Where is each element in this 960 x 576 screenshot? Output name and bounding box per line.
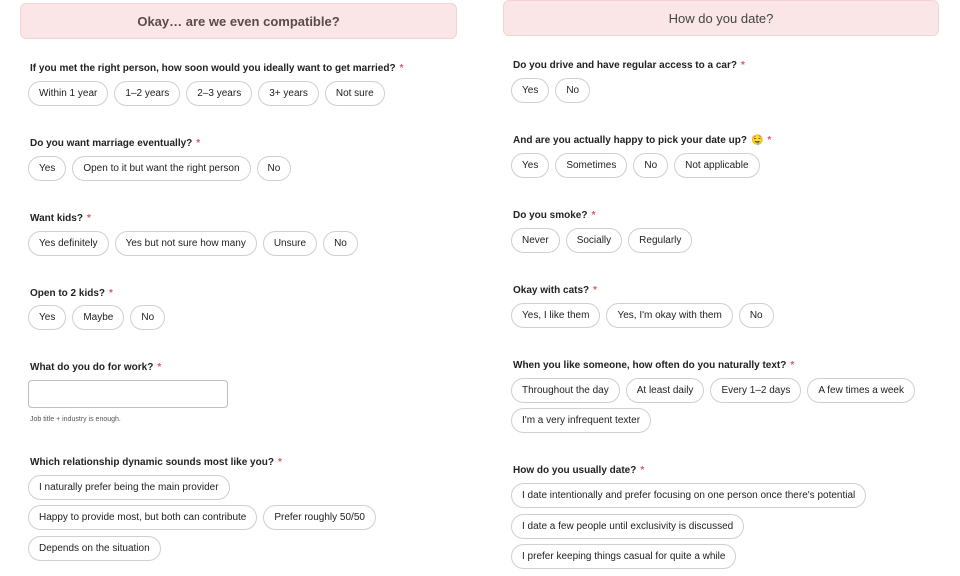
question-dating-style <box>513 465 644 476</box>
option-yes[interactable]: Yes <box>28 156 66 181</box>
required-marker: * <box>86 213 91 224</box>
required-marker: * <box>277 457 282 468</box>
option-1-2-years[interactable]: 1–2 years <box>114 81 180 106</box>
option-no[interactable]: No <box>633 153 668 178</box>
option-sometimes[interactable]: Sometimes <box>555 153 627 178</box>
option-throughout-the-day[interactable]: Throughout the day <box>511 378 620 403</box>
options-dating-style-row2 <box>511 514 750 539</box>
required-marker: * <box>740 60 745 71</box>
option-no[interactable]: No <box>130 305 165 330</box>
options-smoke <box>511 228 698 253</box>
required-marker: * <box>790 360 795 371</box>
option-no[interactable]: No <box>555 78 590 103</box>
required-marker: * <box>640 465 645 476</box>
option-3-plus-years[interactable]: 3+ years <box>258 81 319 106</box>
question-work <box>30 362 161 373</box>
question-label: Open to 2 kids? <box>30 288 106 299</box>
option-never[interactable]: Never <box>511 228 560 253</box>
options-marriage-timeline <box>28 81 391 106</box>
option-keep-casual[interactable]: I prefer keeping things casual for quite a while <box>511 544 736 569</box>
options-open-to-2-kids <box>28 305 171 330</box>
question-marriage-timeline <box>30 63 404 74</box>
work-input[interactable] <box>28 380 228 408</box>
question-label: And are you actually happy to pick your date up? <box>513 135 747 146</box>
option-yes-not-sure-how-many[interactable]: Yes but not sure how many <box>115 231 257 256</box>
option-date-a-few-people[interactable]: I date a few people until exclusivity is discussed <box>511 514 744 539</box>
question-relationship-dynamic <box>30 457 282 468</box>
option-yes[interactable]: Yes <box>28 305 66 330</box>
option-few-times-a-week[interactable]: A few times a week <box>807 378 915 403</box>
option-main-provider[interactable]: I naturally prefer being the main provider <box>28 475 230 500</box>
option-regularly[interactable]: Regularly <box>628 228 692 253</box>
options-dating-style-row1 <box>511 483 872 508</box>
option-infrequent-texter[interactable]: I'm a very infrequent texter <box>511 408 651 433</box>
question-label: What do you do for work? <box>30 362 154 373</box>
option-roughly-50-50[interactable]: Prefer roughly 50/50 <box>263 505 376 530</box>
question-label: When you like someone, how often do you naturally text? <box>513 360 787 371</box>
question-cats <box>513 285 597 296</box>
option-yes[interactable]: Yes <box>511 153 549 178</box>
option-not-applicable[interactable]: Not applicable <box>674 153 759 178</box>
section-title-compatibility: Okay… are we even compatible? <box>20 3 457 39</box>
options-relationship-dynamic-row1 <box>28 475 236 500</box>
question-pick-up-date <box>513 135 771 146</box>
question-label: Do you want marriage eventually? <box>30 138 193 149</box>
work-input-hint: Job title + industry is enough. <box>30 416 121 423</box>
option-no[interactable]: No <box>739 303 774 328</box>
question-label: Which relationship dynamic sounds most like you? <box>30 457 274 468</box>
options-pick-up-date <box>511 153 766 178</box>
option-depends[interactable]: Depends on the situation <box>28 536 161 561</box>
required-marker: * <box>109 288 113 299</box>
question-want-kids <box>30 213 91 224</box>
question-want-marriage <box>30 138 200 149</box>
options-relationship-dynamic-row3 <box>28 536 167 561</box>
section-title-dating: How do you date? <box>503 0 939 36</box>
required-marker: * <box>399 63 404 74</box>
option-date-intentionally[interactable]: I date intentionally and prefer focusing on one person once there's potential <box>511 483 866 508</box>
options-relationship-dynamic-row2 <box>28 505 382 530</box>
option-no[interactable]: No <box>257 156 292 181</box>
option-yes[interactable]: Yes <box>511 78 549 103</box>
question-drive-car <box>513 60 745 71</box>
option-provide-most[interactable]: Happy to provide most, but both can contribute <box>28 505 257 530</box>
question-smoke <box>513 210 595 221</box>
required-marker: * <box>196 138 201 149</box>
option-2-3-years[interactable]: 2–3 years <box>186 81 252 106</box>
question-label: Okay with cats? <box>513 285 590 296</box>
question-label: Want kids? <box>30 213 83 224</box>
option-like-them[interactable]: Yes, I like them <box>511 303 600 328</box>
question-label: If you met the right person, how soon would you ideally want to get married? <box>30 63 396 74</box>
question-label: Do you drive and have regular access to a car? <box>513 60 737 71</box>
option-at-least-daily[interactable]: At least daily <box>626 378 705 403</box>
option-open-to-it[interactable]: Open to it but want the right person <box>72 156 250 181</box>
option-socially[interactable]: Socially <box>566 228 622 253</box>
required-marker: * <box>767 135 772 146</box>
options-texting-row1 <box>511 378 921 403</box>
option-yes-definitely[interactable]: Yes definitely <box>28 231 109 256</box>
option-within-1-year[interactable]: Within 1 year <box>28 81 108 106</box>
question-texting <box>513 360 794 371</box>
question-label: How do you usually date? <box>513 465 637 476</box>
option-okay-with-them[interactable]: Yes, I'm okay with them <box>606 303 732 328</box>
option-unsure[interactable]: Unsure <box>263 231 317 256</box>
required-marker: * <box>157 362 162 373</box>
question-label: Do you smoke? <box>513 210 588 221</box>
options-want-marriage <box>28 156 297 181</box>
option-maybe[interactable]: Maybe <box>72 305 124 330</box>
options-want-kids <box>28 231 364 256</box>
options-texting-row2 <box>511 408 657 433</box>
required-marker: * <box>591 210 596 221</box>
option-no[interactable]: No <box>323 231 358 256</box>
option-every-1-2-days[interactable]: Every 1–2 days <box>710 378 801 403</box>
options-cats <box>511 303 780 328</box>
required-marker: * <box>593 285 598 296</box>
option-not-sure[interactable]: Not sure <box>325 81 385 106</box>
options-dating-style-row3 <box>511 544 742 569</box>
drooling-face-icon: 🤤 <box>750 135 764 146</box>
options-drive-car <box>511 78 596 103</box>
question-open-to-2-kids <box>30 288 113 299</box>
